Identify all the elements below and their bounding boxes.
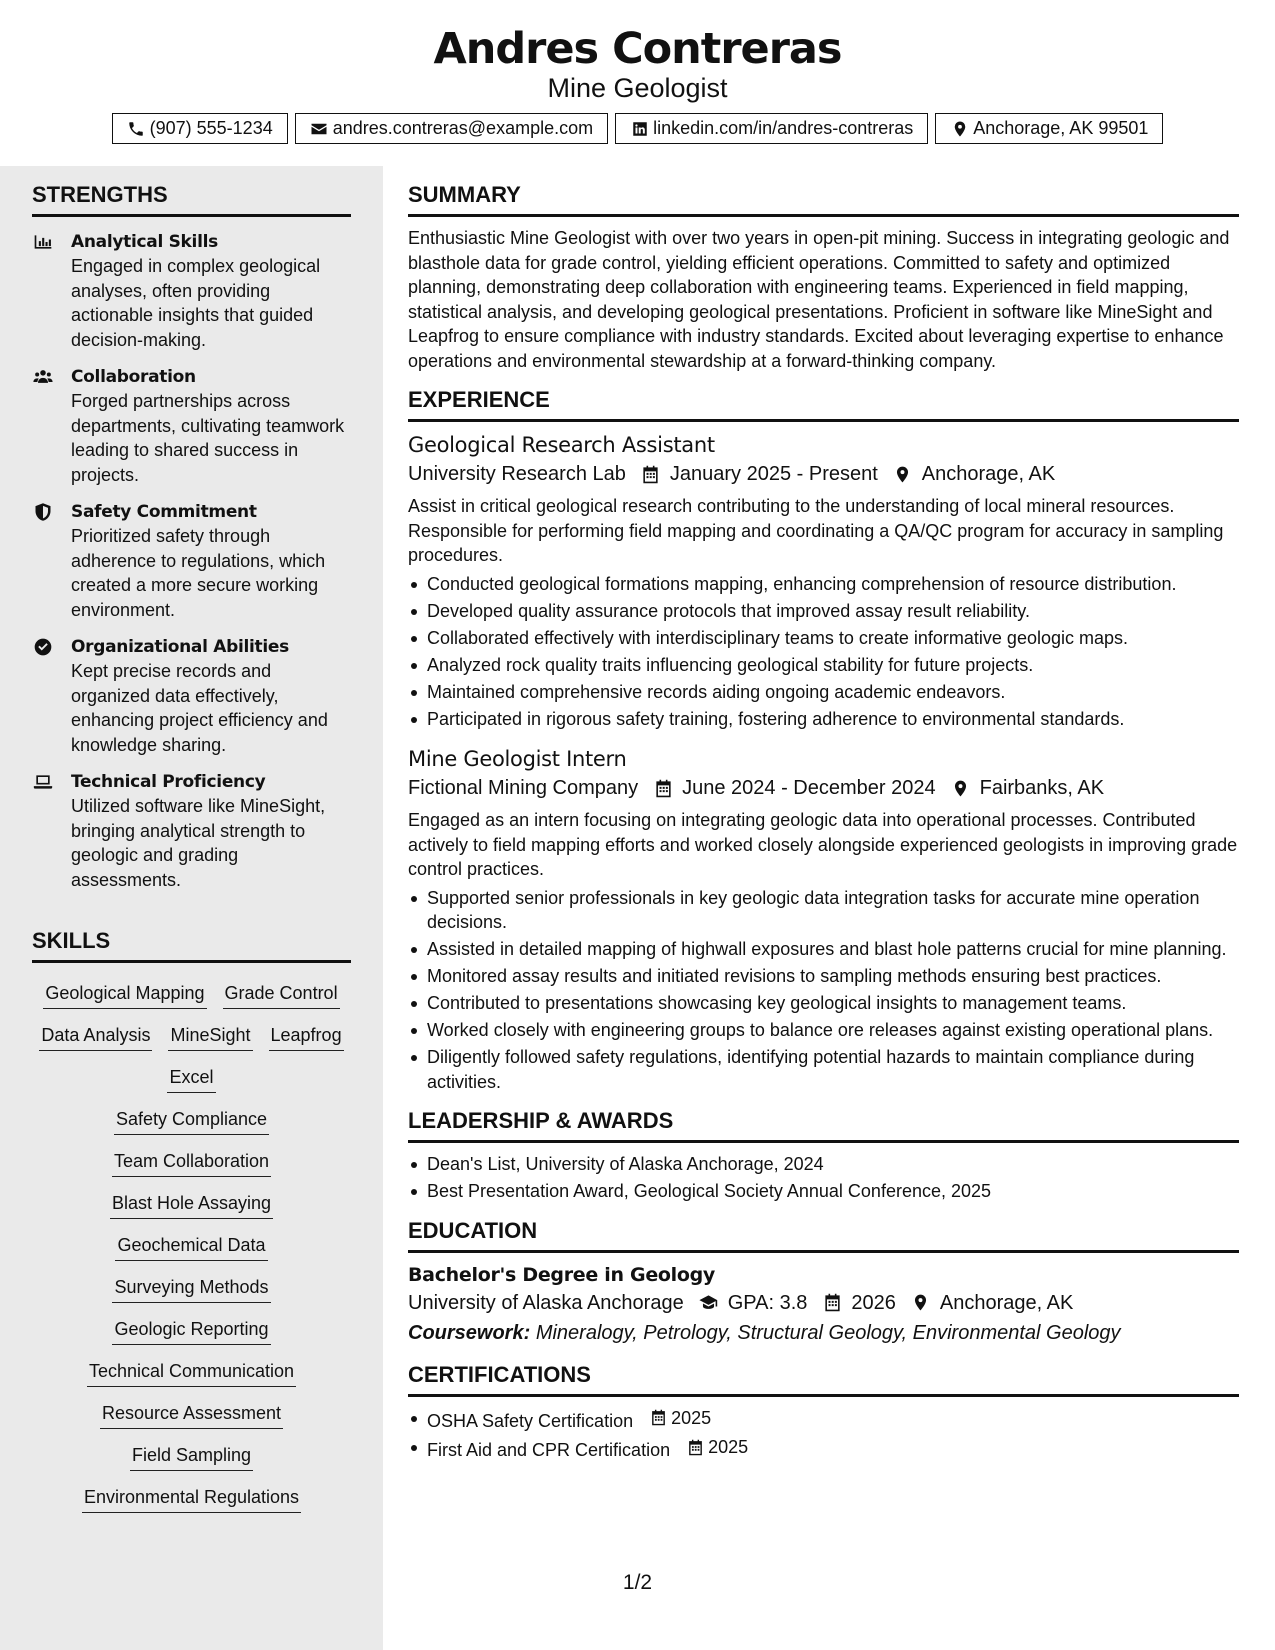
job-dates: January 2025 - Present xyxy=(669,463,878,485)
list-item: Conducted geological formations mapping, enhancing comprehension of resource distribution. xyxy=(408,572,1239,597)
contact-phone[interactable] xyxy=(112,113,288,144)
strength-desc: Prioritized safety through adherence to regulations, which created a more secure working environment. xyxy=(71,526,326,620)
gpa: GPA: 3.8 xyxy=(727,1291,808,1314)
page-indicator: 1/2 xyxy=(622,1571,653,1594)
school-location: Anchorage, AK xyxy=(939,1291,1074,1314)
certifications-list xyxy=(408,1406,1239,1463)
graduation-year: 2026 xyxy=(851,1291,896,1314)
job-meta xyxy=(408,459,1239,489)
map-marker-icon xyxy=(892,463,914,485)
job-position: Mine Geologist Intern xyxy=(408,747,627,771)
leadership-list xyxy=(408,1152,1239,1204)
strength-desc: Utilized software like MineSight, bringing analytical strength to geologic and grading assessments. xyxy=(71,796,326,890)
contact-phone-text: (907) 555-1234 xyxy=(149,118,273,138)
school: University of Alaska Anchorage xyxy=(408,1291,684,1314)
job-company: Fictional Mining Company xyxy=(408,777,639,799)
list-item: Worked closely with engineering groups to balance ore releases against existing operational plans. xyxy=(408,1018,1239,1043)
degree: Bachelor's Degree in Geology xyxy=(408,1263,716,1286)
education-heading: EDUCATION xyxy=(408,1218,1239,1253)
phone-icon xyxy=(127,119,146,138)
skill-tag: Geologic Reporting xyxy=(112,1317,270,1345)
list-item: Collaborated effectively with interdisciplinary teams to create informative geologic maps. xyxy=(408,626,1239,651)
graduation-cap-icon xyxy=(698,1292,720,1314)
strength-title: Organizational Abilities xyxy=(71,637,289,657)
calendar-icon xyxy=(640,463,662,485)
calendar-icon xyxy=(687,1439,704,1456)
skill-tag: Blast Hole Assaying xyxy=(110,1191,273,1219)
strength-item xyxy=(32,770,351,892)
shield-icon xyxy=(32,501,54,523)
job-meta xyxy=(408,773,1239,803)
summary-heading: SUMMARY xyxy=(408,182,1239,217)
education-section xyxy=(408,1218,1239,1348)
list-item xyxy=(408,1435,1239,1462)
skills-section xyxy=(32,928,351,1513)
strength-item xyxy=(32,365,351,487)
contact-bar xyxy=(0,113,1275,144)
skill-tag: Geochemical Data xyxy=(115,1233,267,1261)
bar-chart-icon xyxy=(32,231,54,253)
linkedin-icon xyxy=(630,119,649,138)
coursework-label: Coursework: xyxy=(408,1321,531,1344)
users-icon xyxy=(32,366,54,388)
certifications-section xyxy=(408,1362,1239,1463)
strength-item xyxy=(32,230,351,352)
candidate-name: Andres Contreras xyxy=(433,24,842,74)
job-position: Geological Research Assistant xyxy=(408,433,715,457)
strength-desc: Kept precise records and organized data effectively, enhancing project efficiency and knowledge sharing. xyxy=(71,661,328,755)
cert-name: First Aid and CPR Certification xyxy=(427,1440,671,1460)
cert-year: 2025 xyxy=(708,1437,749,1458)
map-marker-icon xyxy=(910,1292,932,1314)
job-bullets xyxy=(408,572,1239,732)
calendar-icon xyxy=(652,777,674,799)
check-circle-icon xyxy=(32,636,54,658)
contact-linkedin[interactable] xyxy=(615,113,928,144)
list-item: Developed quality assurance protocols that improved assay result reliability. xyxy=(408,599,1239,624)
contact-email-text: andres.contreras@example.com xyxy=(332,118,594,138)
list-item: Diligently followed safety regulations, identifying potential hazards to maintain compliance during activities. xyxy=(408,1045,1239,1094)
summary-section xyxy=(408,182,1239,373)
skills-list xyxy=(32,981,351,1513)
job-description: Engaged as an intern focusing on integrating geologic data into operational processes. Contributed actively to field mapping efforts and worked closely alongside experienced geologists in improving grade control practices. xyxy=(408,810,1238,879)
education-meta xyxy=(408,1288,1239,1318)
job-bullets xyxy=(408,886,1239,1095)
cert-date xyxy=(687,1435,748,1460)
contact-location-text: Anchorage, AK 99501 xyxy=(973,118,1149,138)
list-item: Supported senior professionals in key geologic data integration tasks for accurate mine operation decisions. xyxy=(408,886,1239,935)
main-column xyxy=(408,182,1239,1477)
experience-section xyxy=(408,387,1239,1094)
list-item xyxy=(408,1406,1239,1433)
job-dates: June 2024 - December 2024 xyxy=(682,777,936,799)
contact-location xyxy=(935,113,1163,144)
job-entry xyxy=(408,745,1239,1094)
envelope-icon xyxy=(310,119,329,138)
skill-tag: Team Collaboration xyxy=(112,1149,271,1177)
strength-title: Analytical Skills xyxy=(71,232,218,252)
strength-title: Collaboration xyxy=(71,367,196,387)
skill-tag: Grade Control xyxy=(223,981,340,1009)
strength-item xyxy=(32,500,351,622)
skill-tag: Safety Compliance xyxy=(114,1107,269,1135)
coursework-list: Mineralogy, Petrology, Structural Geology, Environmental Geology xyxy=(535,1321,1121,1344)
strength-desc: Engaged in complex geological analyses, often providing actionable insights that guided decision-making. xyxy=(71,256,321,350)
job-entry xyxy=(408,431,1239,731)
list-item: Maintained comprehensive records aiding ongoing academic endeavors. xyxy=(408,680,1239,705)
list-item: Monitored assay results and initiated revisions to sampling methods ensuring best practices. xyxy=(408,964,1239,989)
strength-desc: Forged partnerships across departments, cultivating teamwork leading to shared success in projects. xyxy=(71,391,345,485)
job-title: Mine Geologist xyxy=(547,73,728,103)
leadership-section xyxy=(408,1108,1239,1204)
calendar-icon xyxy=(650,1409,667,1426)
leadership-heading: LEADERSHIP & AWARDS xyxy=(408,1108,1239,1143)
skill-tag: Technical Communication xyxy=(87,1359,296,1387)
skill-tag: Field Sampling xyxy=(130,1443,253,1471)
skill-tag: MineSight xyxy=(168,1023,252,1051)
strength-title: Technical Proficiency xyxy=(71,772,266,792)
strength-title: Safety Commitment xyxy=(71,502,257,522)
skill-tag: Data Analysis xyxy=(39,1023,152,1051)
list-item: Analyzed rock quality traits influencing geological stability for future projects. xyxy=(408,653,1239,678)
map-marker-icon xyxy=(950,777,972,799)
skill-tag: Environmental Regulations xyxy=(82,1485,301,1513)
calendar-icon xyxy=(821,1292,843,1314)
list-item: Dean's List, University of Alaska Anchorage, 2024 xyxy=(408,1152,1239,1177)
skill-tag: Surveying Methods xyxy=(112,1275,270,1303)
list-item: Assisted in detailed mapping of highwall exposures and blast hole patterns crucial for mine planning. xyxy=(408,937,1239,962)
contact-linkedin-text: linkedin.com/in/andres-contreras xyxy=(653,118,914,138)
job-company: University Research Lab xyxy=(408,463,626,485)
map-marker-icon xyxy=(950,119,969,138)
strengths-section xyxy=(32,182,351,892)
skills-heading: SKILLS xyxy=(32,928,351,963)
skill-tag: Excel xyxy=(167,1065,215,1093)
experience-heading: EXPERIENCE xyxy=(408,387,1239,422)
list-item: Participated in rigorous safety training, fostering adherence to environmental standards. xyxy=(408,707,1239,732)
certifications-heading: CERTIFICATIONS xyxy=(408,1362,1239,1397)
strengths-heading: STRENGTHS xyxy=(32,182,351,217)
skill-tag: Leapfrog xyxy=(269,1023,344,1051)
summary-text: Enthusiastic Mine Geologist with over two years in open-pit mining. Success in integrating geologic and blasthole data for grade control, yielding efficient operations. Committed to safety and optimized planning, demonstrating deep collaboration with engineering teams. Experienced in field mapping, statistical analysis, and developing geological presentations. Proficient in software like MineSight and Leapfrog to ensure compliance with industry standards. Excited about leveraging expertise to enhance operations and environmental stewardship at a forward-thinking company. xyxy=(408,228,1230,371)
cert-name: OSHA Safety Certification xyxy=(427,1410,634,1431)
contact-email[interactable] xyxy=(295,113,608,144)
skill-tag: Geological Mapping xyxy=(43,981,206,1009)
list-item: Contributed to presentations showcasing key geological insights to management teams. xyxy=(408,991,1239,1016)
cert-year: 2025 xyxy=(671,1407,712,1428)
list-item: Best Presentation Award, Geological Society Annual Conference, 2025 xyxy=(408,1179,1239,1204)
skill-tag: Resource Assessment xyxy=(100,1401,283,1429)
job-location: Fairbanks, AK xyxy=(979,777,1105,799)
cert-date xyxy=(650,1406,711,1431)
job-location: Anchorage, AK xyxy=(921,463,1056,485)
coursework xyxy=(408,1318,1239,1348)
laptop-icon xyxy=(32,771,54,793)
job-description: Assist in critical geological research contributing to the understanding of local mineral resources. Responsible for performing field mapping and coordinating a QA/QC program for accuracy in sampling procedures. xyxy=(408,496,1224,565)
strength-item xyxy=(32,635,351,757)
